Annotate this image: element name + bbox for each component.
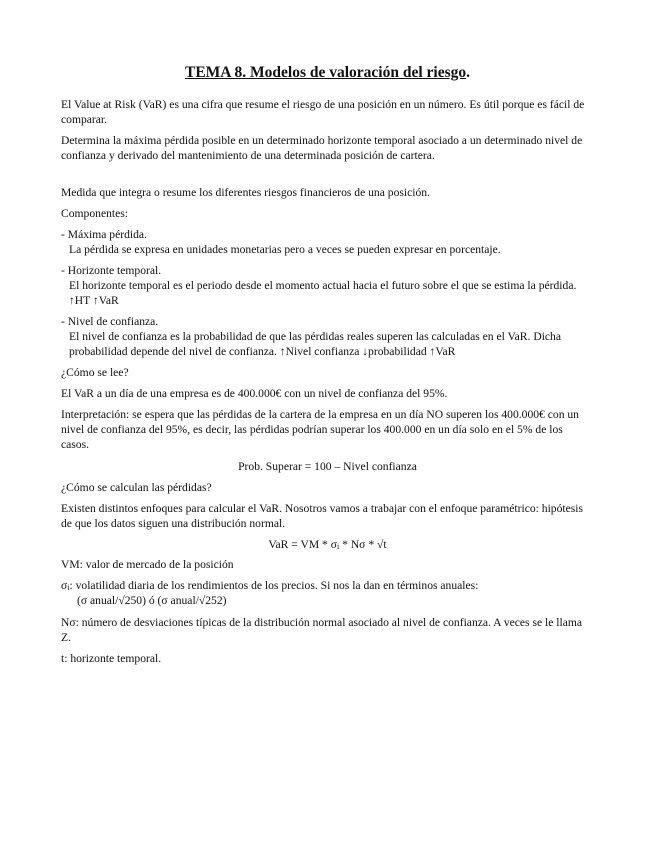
interpretation-paragraph: Interpretación: se espera que las pérdidas de la cartera de la empresa en un día NO superen los 400.000€ con un nivel de confianza del 95%, es decir, las pérdidas podrían superar los 400.000 en un día solo en el 5% de los casos. [61,408,579,452]
document-title: TEMA 8. Modelos de valoración del riesgo. [184,64,470,81]
component-label: - Máxima pérdida. [61,228,147,241]
n-definition: Nσ: número de desviaciones típicas de la distribución normal asociado al nivel de confianza. A veces se le llama Z. [61,616,583,645]
component-label: - Horizonte temporal. [61,264,162,277]
sigma-definition: σi: volatilidad diaria de los rendimientos de los precios. Si nos la dan en términos anuales: [61,579,479,592]
t-definition: t: horizonte temporal. [61,652,162,665]
definition-paragraph: Determina la máxima pérdida posible en un determinado horizonte temporal asociado a un determinado nivel de confianza y derivado del mantenimiento de una determinada posición de cartera. [61,134,583,163]
components-heading: Componentes: [61,207,128,220]
approaches-paragraph: Existen distintos enfoques para calcular el VaR. Nosotros vamos a trabajar con el enfoque paramétrico: hipótesis de que los datos siguen una distribución normal. [61,502,583,531]
calc-heading: ¿Cómo se calculan las pérdidas? [61,481,212,494]
component-text: El nivel de confianza es la probabilidad de que las pérdidas reales superen las calculadas en el VaR. Dicha probabilidad depende del nivel de confianza. ↑Nivel confianza ↓probabilidad ↑VaR [69,330,562,359]
measure-paragraph: Medida que integra o resume los diferentes riesgos financieros de una posición. [61,186,430,199]
component-text: El horizonte temporal es el periodo desde el momento actual hacia el futuro sobre el que se estima la pérdida. ↑HT ↑VaR [69,279,577,308]
intro-paragraph: El Value at Risk (VaR) es una cifra que resume el riesgo de una posición en un número. Es útil porque es fácil de comparar. [61,98,585,127]
var-formula: VaR = VM * σi * Nσ * √t [268,538,387,551]
sigma-conversion: (σ anual/√250) ó (σ anual/√252) [77,594,227,607]
example-paragraph: El VaR a un día de una empresa es de 400.000€ con un nivel de confianza del 95%. [61,387,448,400]
vm-definition: VM: valor de mercado de la posición [61,558,234,571]
probability-formula: Prob. Superar = 100 – Nivel confianza [238,460,417,473]
how-read-heading: ¿Cómo se lee? [61,366,129,379]
component-text: La pérdida se expresa en unidades monetarias pero a veces se pueden expresar en porcentaje. [69,243,501,256]
component-label: - Nivel de confianza. [61,315,159,328]
